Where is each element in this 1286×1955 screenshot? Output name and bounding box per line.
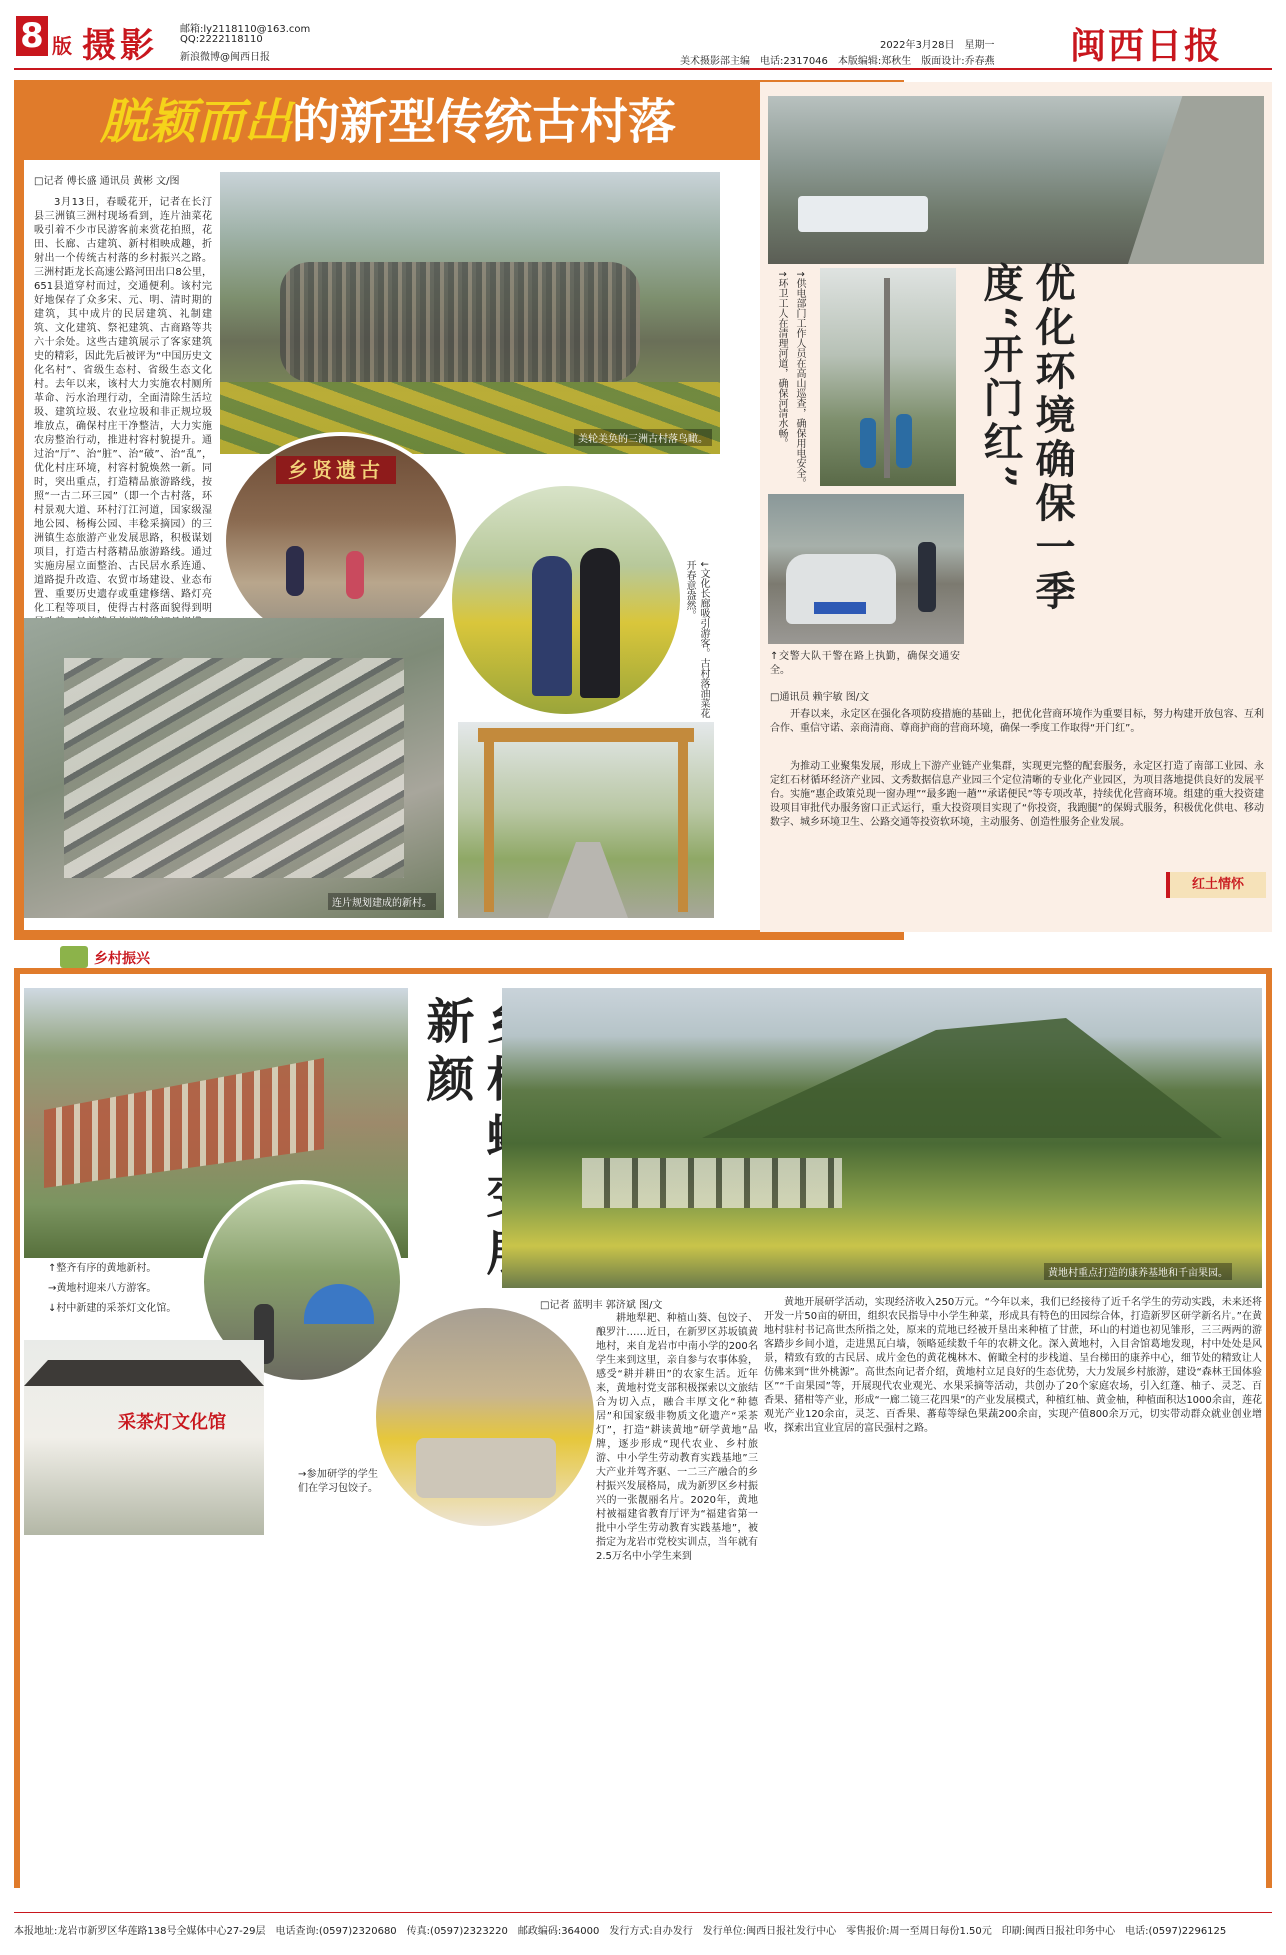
story3-byline: □记者 蓝明丰 郭济斌 图/文 (540, 1300, 663, 1311)
story2-body-2: 为推动工业聚集发展，形成上下游产业链产业集群，实现更完整的配套服务，永定区打造了南部工业园、永定红石材循环经济产业园、文秀数据信息产业园三个定位清晰的专业化产业园区，为项目落地提供良好的发展平台。实施“惠企政策兑现一窗办理”“最多跑一趟”“承诺便民”等专项改革，持续优化营商环境。组建的重大投资建设项目审批代办服务窗口正式运行，重大投资项目实现了“你投资，我跑腿”的保姆式服务，积极优化供电、移动数字、城乡环境卫生、公路交通等投资软环境，主动服务、创造性服务企业发展。 (770, 761, 1264, 828)
new-village-caption: 连片规划建成的新村。 (328, 893, 436, 910)
story3-body-1: 耕地犁耙、种植山葵、包饺子、酿罗汁……近日，在新罗区苏坂镇黄地村，来自龙岩市中南小学的200名学生来到这里，亲自参与农事体验，感受“耕并耕田”的农家生活。近年来，黄地村党支部积极探索以文旅结合为切入点，融合丰厚文化“种德居”和国家级非物质文化遗产“采茶灯”，打造“耕读黄地”研学黄地”品牌，逐步形成“现代农业、乡村旅游、中小学生劳动教育实践基地”三大产业并驾齐驱、一二三产融合的乡村振兴发展格局，成为新罗区乡村振兴的一张靓丽名片。2020年，黄地村被福建省教育厅评为“福建省第一批中小学生劳动教育实践基地”，被指定为龙岩市党校实训点，当年就有2.5万名中小学生来到 (596, 1313, 758, 1562)
corridor-photo (458, 722, 714, 918)
xiangxian-sign: 乡贤遗古 (276, 456, 396, 484)
plate-shape (814, 602, 866, 614)
aerial-caption: 美轮美奂的三洲古村落鸟瞰。 (574, 429, 712, 446)
editor-info: 美术摄影部主编 电话:2317046 本版编辑:郑秋生 版面设计:乔春燕 (680, 56, 995, 67)
story3-frame-top (14, 968, 1272, 974)
man-figure (532, 556, 572, 696)
page-suffix: 版 (52, 34, 72, 58)
section-name: 摄影 (82, 26, 158, 66)
story3-body-2: 黄地开展研学活动，实现经济收入250万元。“今年以来，我们已经接待了近千名学生的劳动实践，未来还将开发一片50亩的研田，组织农民指导中小学生种菜，形成具有特色的田园综合体，打造新罗区研学新名片。”在黄地村驻村书记高世杰所指之处，原来的荒地已经被开垦出来种植了甘蔗，环山的村道也初见雏形，三三两两的游客踏步乡间小道，走进黑瓦白墙，领略延续数千年的农耕文化。深入黄地村，入目舍馆葛地发现，村中处处是风景，精致有致的古民居、成片金色的黄花槐林木、俯瞰全村的步栈道、呈台梯田的康养中心，细节处的精致让人仿佛来到“世外桃源”。高世杰向记者介绍，黄地村立足良好的生态优势，大力发展乡村旅游，建设“森林王国体验区”“千亩果园”等，开展现代农业观光、水果采摘等活动，共创办了20个家庭农场，引入红蓬、柚子、灵芝、百香果、猪柑等产业，形成“一廊二镜三花四果”的产业发展模式，种植红柚、黄金柚，种植面积达1000余亩，莲花观光产业120余亩，灵芝、百香果、蕃莓等绿色果蔬200余亩，实现产值800余万元，切实带动群众就业创业增收，探索出宜业宜居的富民强村之路。 (764, 1297, 1262, 1434)
rural-tag-label: 乡村振兴 (94, 951, 150, 967)
river-cleaning-photo (768, 96, 1264, 264)
aerial-village-photo (220, 172, 720, 454)
couple-flowers-photo (448, 482, 684, 718)
river-caption: ↑环卫工人在清理河道，确保河清水畅。 (776, 270, 787, 449)
header (0, 0, 1286, 70)
hall-sign: 采茶灯文化馆 (118, 1412, 226, 1433)
contact-weibo: 新浪微博@闽西日报 (180, 52, 270, 63)
traffic-caption: ↑交警大队干警在路上执勤，确保交通安全。 (770, 651, 960, 676)
umbrella (304, 1284, 374, 1324)
corridor-beam (478, 728, 694, 742)
officer-figure (918, 542, 936, 612)
kid-figure-1 (286, 546, 304, 596)
tourists-caption: →黄地村迎来八方游客。 (48, 1283, 157, 1294)
story3-frame-left (14, 968, 20, 1888)
footer-info: 本报地址:龙岩市新罗区华莲路138号全媒体中心27-29层 电话查询:(0597)2320680 传真:(0597)2323220 邮政编码:364000 发行方式:自办发行 发行单位:闽西日报社发行中心 零售报价:周一至周日每份1.50元 印刷:闽西日报社印务中心 电话:(0597)2296125 (14, 1926, 1227, 1937)
story1-body: 3月13日，春暖花开，记者在长汀县三洲镇三洲村现场看到，连片油菜花吸引着不少市民游客前来赏花拍照，花田、长廊、古建筑、新村相映成趣，折射出一个传统古村落的乡村振兴之路。三洲村距龙长高速公路河田出口8公里，651县道穿村而过，交通便利。该村完好地保存了众多宋、元、明、清时期的建筑，其中成片的民居建筑、礼制建筑、文化建筑、祭祀建筑、古商路等共六十余处。这些古建筑展示了客家建筑史的精彩，因此先后被评为“中国历史文化名村”、省级生态村、省级生态文化村。去年以来，该村大力实施农村厕所革命、污水治理行动，全面清除生活垃圾、建筑垃圾、农业垃圾和非正规垃圾堆放点，确保村庄干净整洁，大力实施农房整治行动，推进村容村貌提升。通过治“厅”、治“脏”、治“破”、治“乱”，优化村庄环境，村容村貌焕然一新。同时，突出重点，打造精品旅游路线，按照“一古二环三园”（即一个古村落，环村景观大道、环村汀江河道，国家级湿地公园、杨梅公园、丰稔采摘园）的三洲镇生态旅游产业发展思路，积极谋划项目，打造古村落精品旅游路线。通过实施房屋立面整治、古民居水系连通、道路提升改造、农贸市场建设、业态布置、重要历史遗存或重建修缮、路灯亮化工程等项目，使得古村落面貌得到明 (34, 197, 212, 614)
header-rule (14, 68, 1272, 70)
valley-orchard-photo (502, 988, 1262, 1288)
masthead: 闽西日报 (1070, 25, 1223, 67)
students-dumplings-photo (372, 1304, 598, 1530)
embankment (1128, 96, 1264, 264)
red-earth-tag (1166, 872, 1266, 898)
contact-email: 邮箱:ly2118110@163.com (180, 24, 311, 35)
rural-tag-icon (60, 946, 88, 968)
story3-title: 新颜 (418, 996, 474, 1112)
story2-body-1: 开春以来，永定区在强化各项防疫措施的基础上，把优化营商环境作为重要目标，努力构建开放包容、互利合作、重信守诺、亲商清商、尊商护商的营商环境，确保一季度工作取得“开门红”。 (770, 709, 1264, 734)
village-rows (64, 658, 404, 878)
valley-houses (582, 1158, 842, 1208)
woman-figure (580, 548, 620, 698)
tray (416, 1438, 556, 1498)
boat-shape (798, 196, 928, 232)
power-inspection-photo (820, 268, 956, 486)
students-caption: →参加研学的学生们在学习包饺子。 (298, 1469, 378, 1494)
worker-1 (860, 418, 876, 468)
culture-hall-photo (24, 1340, 264, 1535)
story2-byline: □通讯员 赖宇敏 图/文 (770, 692, 870, 703)
valley-caption: 黄地村重点打造的康养基地和千亩果园。 (1044, 1263, 1232, 1280)
kid-figure-2 (346, 551, 364, 599)
power-caption: ↑供电部门工作人员在高山巡查，确保用电安全。 (794, 270, 805, 489)
new-village-photo (24, 618, 444, 918)
culture-caption: ↓村中新建的采茶灯文化馆。 (48, 1303, 177, 1314)
corridor-post-right (678, 742, 688, 912)
corridor-path (548, 842, 628, 918)
story2-title: 优化环境确保一季度“开门红” (977, 262, 1076, 614)
issue-date: 2022年3月28日 星期一 (880, 40, 995, 51)
worker-2 (896, 414, 912, 468)
story1-byline: □记者 傅长盛 通讯员 黄彬 文/图 (34, 176, 180, 187)
page-number-badge: 8 (16, 16, 48, 56)
hall-roof (24, 1360, 264, 1386)
village-caption: ↑整齐有序的黄地新村。 (48, 1263, 157, 1274)
footer-rule (14, 1912, 1272, 1913)
village-rooftops (44, 1058, 324, 1188)
contact-qq: QQ:2222118110 (180, 34, 263, 45)
aerial-roofs (280, 262, 640, 382)
corridor-post-left (484, 742, 494, 912)
story1-title (100, 92, 676, 152)
story1-title-highlight: 脱颖而出 (100, 94, 293, 150)
mountain (702, 1018, 1222, 1138)
pole (884, 278, 890, 478)
couple-caption: ↓文化长廊吸引游客。古村落油菜花开春意盎然。 (684, 560, 709, 719)
story1-title-rest: 的新型传统古村落 (292, 94, 677, 150)
story3-frame-right (1266, 968, 1272, 1888)
traffic-police-photo (768, 494, 964, 644)
red-earth-label: 红土情怀 (1191, 877, 1244, 892)
